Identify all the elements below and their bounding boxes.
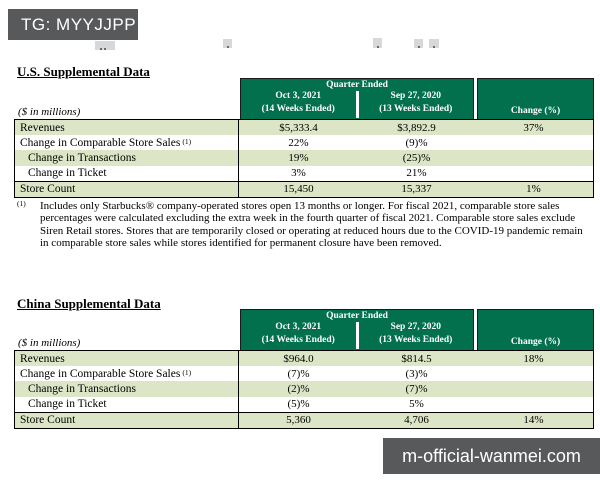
value-cell: $814.5 [401,352,432,365]
us-section-title: U.S. Supplemental Data [17,63,150,79]
value-cell: $964.0 [283,352,314,365]
value-cell: 4,706 [404,414,429,427]
row-label: Change in Ticket [15,397,239,412]
us-supplemental-table [14,78,594,198]
value-cell: 21% [406,167,427,180]
footnote-text: Includes only Starbucks® company-operated stores open 13 months or longer. For fiscal 2021, comparable store sales percentages were calculated excluding the extra week in the fourth quarter of fiscal 2021. Comparable store sales exclude Siren Retail stores. Stores that are temporarily closed or operating at reduced hours due to the COVID-19 pandemic remain in comparable store sales while stores identified for permanent closure have been removed. [40,200,583,249]
row-label: Store Count [15,182,239,197]
unit-label: ($ in millions) [18,337,81,349]
column-header-sep-2020: Sep 27, 2020 (13 Weeks Ended) [379,91,453,114]
value-cell: (25)% [402,151,431,164]
row-label: Revenues [15,351,239,366]
column-header-oct-2021: Oct 3, 2021 (14 Weeks Ended) [261,91,335,114]
value-cell: (5)% [287,398,310,411]
footnote-marker: (1) [17,199,26,208]
change-pct-label: Change (%) [510,106,561,116]
unit-label: ($ in millions) [18,106,81,118]
row-label: Change in Transactions [15,381,239,396]
change-pct-header-block [477,78,594,119]
china-table-body [14,350,594,429]
artifact-smudge [223,39,232,48]
table-row [15,366,593,381]
change-pct-label: Change (%) [510,337,561,347]
quarter-ended-header-block [240,309,474,350]
value-cell: 14% [523,414,544,427]
value-cell: $5,333.4 [279,121,318,134]
value-cell: 3% [291,167,306,180]
value-cell: 15,450 [283,183,314,196]
quarter-ended-label: Quarter Ended [326,80,388,90]
quarter-ended-label: Quarter Ended [326,311,388,321]
row-label: Change in Ticket [15,166,239,181]
table-row [15,397,593,412]
watermark-bottom-label: m-official-wanmei.com [402,445,581,466]
artifact-smudge [429,39,439,48]
watermark-banner-top [8,9,138,40]
value-cell: (3)% [405,367,428,380]
table-row [15,166,593,181]
table-row [15,381,593,396]
table-row [15,135,593,150]
row-label: Change in Comparable Store Sales $^{(1)}$ [15,366,239,381]
value-cell: 5% [409,398,424,411]
value-cell: (7)% [287,367,310,380]
value-cell: 5,360 [286,414,311,427]
artifact-smudge [373,38,382,48]
row-label: Change in Transactions [15,150,239,165]
column-header-sep-2020: Sep 27, 2020 (13 Weeks Ended) [379,322,453,345]
quarter-ended-header-block [240,78,474,119]
us-table-body [14,119,594,198]
row-label: Revenues [15,120,239,135]
value-cell: (9)% [405,136,428,149]
row-label: Change in Comparable Store Sales $^{(1)}$ [15,135,239,150]
china-supplemental-table [14,309,594,429]
table-row [15,120,593,135]
value-cell: 37% [523,121,544,134]
watermark-banner-bottom [383,438,600,474]
row-label: Store Count [15,413,239,428]
value-cell: $3,892.9 [397,121,436,134]
table-row [15,351,593,366]
table-row [15,181,593,197]
value-cell: 1% [526,183,541,196]
column-header-oct-2021: Oct 3, 2021 (14 Weeks Ended) [261,322,335,345]
china-section-title: China Supplemental Data [17,295,161,311]
value-cell: (7)% [405,382,428,395]
footnote [17,200,593,249]
value-cell: 18% [523,352,544,365]
value-cell: 15,337 [401,183,432,196]
change-pct-header-block [477,309,594,350]
us-table-header [14,78,594,119]
value-cell: 22% [288,136,309,149]
value-cell: (2)% [287,382,310,395]
artifact-smudge [414,39,423,48]
artifact-smudge [95,41,115,50]
watermark-top-label: TG: MYYJJPP [21,14,137,34]
table-row [15,150,593,165]
china-table-header [14,309,594,350]
table-row [15,412,593,428]
value-cell: 19% [288,151,309,164]
